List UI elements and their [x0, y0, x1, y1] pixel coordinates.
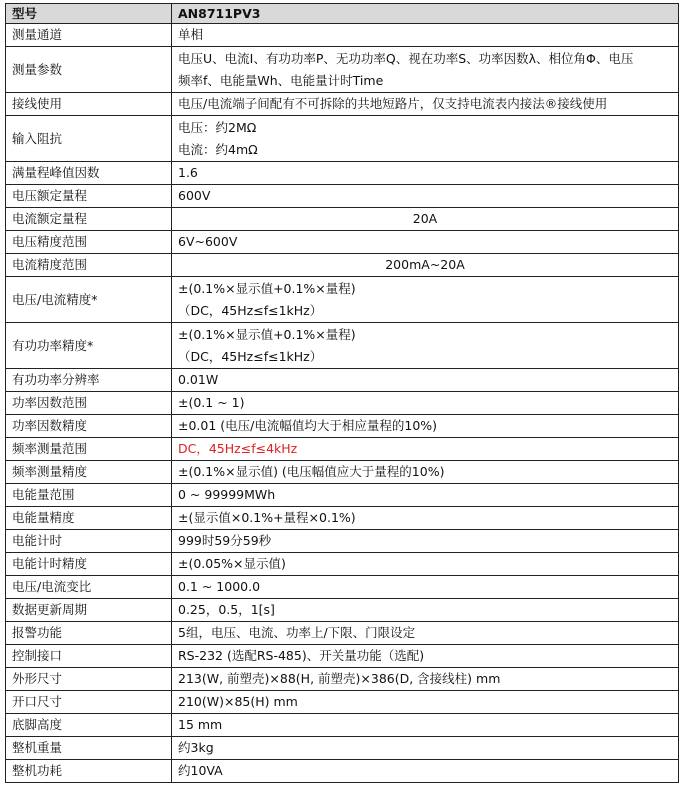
row-label: 电压/电流变比	[6, 576, 172, 599]
row-value: 约3kg	[172, 737, 679, 760]
row-label: 整机重量	[6, 737, 172, 760]
row-value: 999时59分59秒	[172, 530, 679, 553]
row-label: 频率测量范围	[6, 438, 172, 461]
row-value	[172, 277, 679, 323]
row-value: 1.6	[172, 162, 679, 185]
row-value	[172, 323, 679, 369]
row-label: 接线使用	[6, 93, 172, 116]
table-row	[6, 185, 679, 208]
row-label: 底脚高度	[6, 714, 172, 737]
row-value: 15 mm	[172, 714, 679, 737]
row-value: ±(0.05%×显示值)	[172, 553, 679, 576]
table-row	[6, 507, 679, 530]
table-row	[6, 461, 679, 484]
row-label: 外形尺寸	[6, 668, 172, 691]
header-param-cell: 型号	[6, 4, 172, 24]
table-row	[6, 622, 679, 645]
row-value: 213(W, 前塑壳)×88(H, 前塑壳)×386(D, 含接线柱) mm	[172, 668, 679, 691]
row-value	[172, 47, 679, 93]
table-row	[6, 668, 679, 691]
row-label: 满量程峰值因数	[6, 162, 172, 185]
table-row	[6, 438, 679, 461]
row-value: 电压/电流端子间配有不可拆除的共地短路片，仅支持电流表内接法®接线使用	[172, 93, 679, 116]
row-label: 开口尺寸	[6, 691, 172, 714]
table-row	[6, 484, 679, 507]
row-value-line: 电流：约4mΩ	[178, 141, 258, 157]
row-value: 0.01W	[172, 369, 679, 392]
table-row	[6, 369, 679, 392]
table-row	[6, 254, 679, 277]
row-value-line: ±(0.1%×显示值+0.1%×量程)	[178, 326, 356, 342]
row-value: ±(0.1 ~ 1)	[172, 392, 679, 415]
row-value	[172, 116, 679, 162]
row-value: ±(显示值×0.1%+量程×0.1%)	[172, 507, 679, 530]
row-value-line: （DC，45Hz≤f≤1kHz）	[178, 302, 323, 318]
table-row	[6, 116, 679, 162]
row-label: 输入阻抗	[6, 116, 172, 162]
row-value: 210(W)×85(H) mm	[172, 691, 679, 714]
row-value: 0.1 ~ 1000.0	[172, 576, 679, 599]
table-row	[6, 691, 679, 714]
row-value: 20A	[172, 208, 679, 231]
row-label: 频率测量精度	[6, 461, 172, 484]
table-row	[6, 737, 679, 760]
row-label: 电能计时精度	[6, 553, 172, 576]
row-value: 约10VA	[172, 760, 679, 783]
table-row	[6, 47, 679, 93]
row-value: 单相	[172, 24, 679, 47]
row-label: 电能量精度	[6, 507, 172, 530]
row-label: 控制接口	[6, 645, 172, 668]
table-row	[6, 162, 679, 185]
header-model-cell: AN8711PV3	[172, 4, 679, 24]
table-row	[6, 714, 679, 737]
table-row	[6, 392, 679, 415]
table-row	[6, 599, 679, 622]
row-value: 0.25，0.5，1[s]	[172, 599, 679, 622]
table-row	[6, 553, 679, 576]
row-label: 电压额定量程	[6, 185, 172, 208]
row-label: 整机功耗	[6, 760, 172, 783]
row-label: 报警功能	[6, 622, 172, 645]
table-row	[6, 208, 679, 231]
spec-table	[5, 3, 679, 783]
row-label: 电压/电流精度*	[6, 277, 172, 323]
table-row	[6, 645, 679, 668]
table-row	[6, 576, 679, 599]
row-value: 6V~600V	[172, 231, 679, 254]
row-label: 电流额定量程	[6, 208, 172, 231]
row-value-line: 频率f、电能量Wh、电能量计时Time	[178, 72, 384, 88]
table-row	[6, 760, 679, 783]
row-label: 电能计时	[6, 530, 172, 553]
row-value: 200mA~20A	[172, 254, 679, 277]
row-value-line: （DC，45Hz≤f≤1kHz）	[178, 348, 323, 364]
row-value: 0 ~ 99999MWh	[172, 484, 679, 507]
row-label: 电流精度范围	[6, 254, 172, 277]
table-header-row	[6, 4, 679, 24]
table-row	[6, 530, 679, 553]
row-label: 测量参数	[6, 47, 172, 93]
row-label: 有功功率精度*	[6, 323, 172, 369]
row-value: ±(0.1%×显示值) (电压幅值应大于量程的10%)	[172, 461, 679, 484]
table-row	[6, 231, 679, 254]
row-label: 有功功率分辨率	[6, 369, 172, 392]
row-value: ±0.01 (电压/电流幅值均大于相应量程的10%)	[172, 415, 679, 438]
row-value-line: ±(0.1%×显示值+0.1%×量程)	[178, 280, 356, 296]
row-value-highlighted: DC，45Hz≤f≤4kHz	[172, 438, 679, 461]
row-value-line: 电压：约2MΩ	[178, 119, 257, 135]
row-label: 功率因数精度	[6, 415, 172, 438]
row-label: 测量通道	[6, 24, 172, 47]
table-row	[6, 323, 679, 369]
row-label: 电压精度范围	[6, 231, 172, 254]
row-label: 数据更新周期	[6, 599, 172, 622]
row-value-line: 电压U、电流I、有功功率P、无功功率Q、视在功率S、功率因数λ、相位角Φ、电压	[178, 50, 634, 66]
table-row	[6, 415, 679, 438]
table-row	[6, 24, 679, 47]
table-row	[6, 93, 679, 116]
table-row	[6, 277, 679, 323]
row-label: 电能量范围	[6, 484, 172, 507]
row-value: 5组，电压、电流、功率上/下限、门限设定	[172, 622, 679, 645]
row-label: 功率因数范围	[6, 392, 172, 415]
row-value: RS-232 (选配RS-485)、开关量功能（选配)	[172, 645, 679, 668]
row-value: 600V	[172, 185, 679, 208]
